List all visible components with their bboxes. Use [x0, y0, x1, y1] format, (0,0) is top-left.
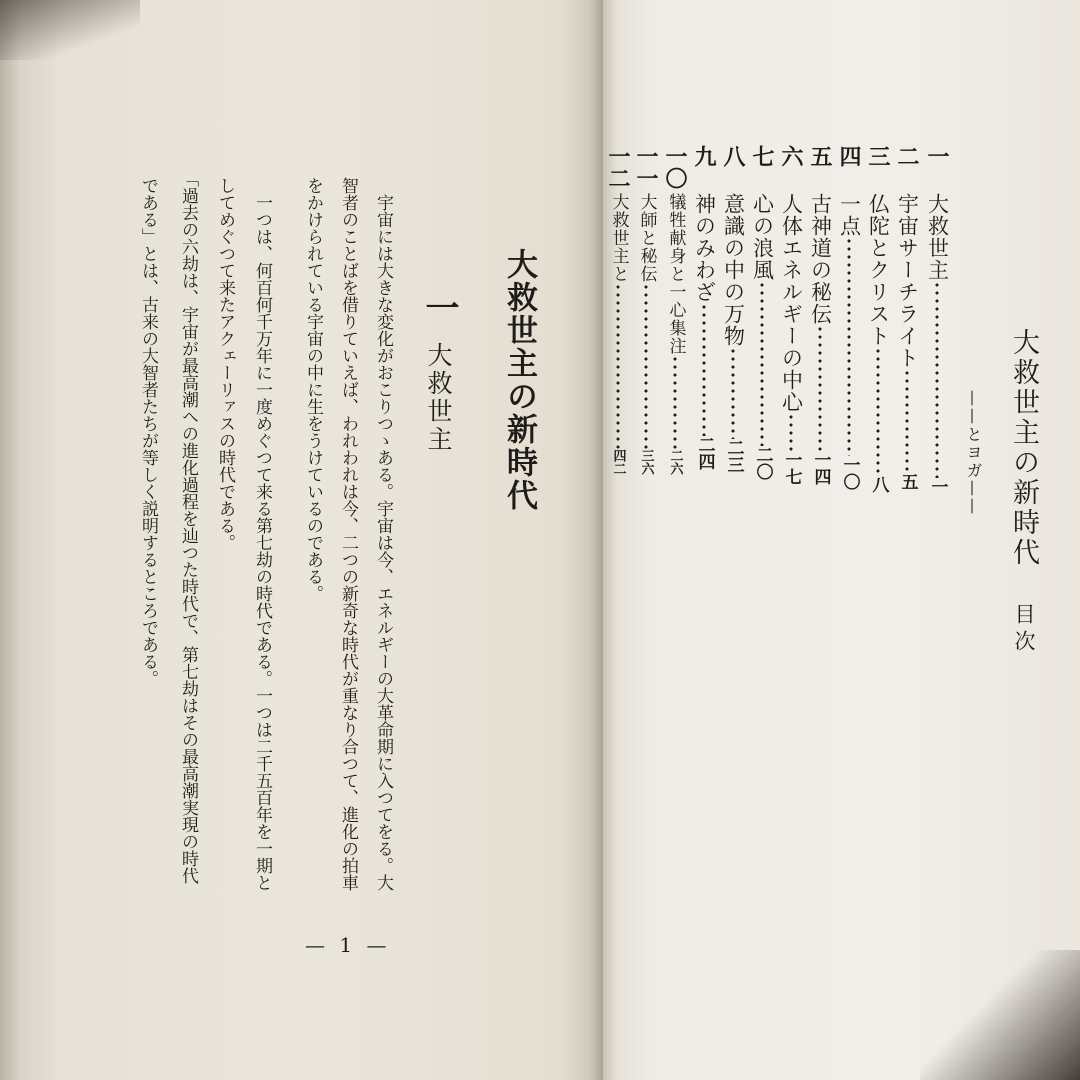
toc-page: 八: [868, 476, 889, 493]
dot-leader: [673, 355, 677, 449]
toc-number: 八: [720, 145, 746, 167]
toc-title: 大救世主: [925, 193, 950, 281]
dot-leader: [702, 303, 706, 436]
subtitle: ——とヨガ——: [964, 390, 983, 516]
toc-title: 一点: [837, 193, 862, 237]
toc-item[interactable]: [924, 145, 950, 495]
dot-leader: [616, 283, 620, 449]
toc-page: 一七: [781, 451, 802, 485]
toc-item[interactable]: [836, 145, 862, 490]
body-line: 「過去の六劫は、宇宙が最高潮への進化過程を辿つた時代で、第七劫はその最高潮実現の時代: [178, 170, 198, 884]
toc-page: 二六: [667, 449, 683, 475]
dot-leader: [905, 369, 909, 473]
toc-number: 二: [894, 145, 920, 167]
toc-page: 一: [927, 478, 948, 495]
toc-title: 心の浪風: [750, 193, 775, 281]
toc-number: 六: [778, 145, 804, 167]
toc-title: 宇宙サーチライト: [895, 193, 920, 369]
dot-leader: [935, 281, 939, 478]
toc-item[interactable]: [894, 145, 920, 490]
toc-page: 二三: [723, 439, 744, 473]
toc-title: 古神道の秘伝: [808, 193, 833, 325]
toc-title: 犠牲献身と一心集注: [665, 193, 686, 355]
toc-number: 五: [807, 145, 833, 167]
toc-number: 一二: [605, 145, 631, 189]
toc-page: 一〇: [839, 456, 860, 490]
toc-number: 七: [749, 145, 775, 167]
toc-page: 四二: [610, 449, 626, 475]
toc-label: 目次: [1012, 603, 1036, 657]
toc-item[interactable]: [807, 145, 833, 485]
toc-item[interactable]: [720, 145, 746, 473]
toc-item[interactable]: [633, 145, 659, 475]
toc-title: 人体エネルギーの中心: [779, 193, 804, 413]
toc-page: 一四: [810, 451, 831, 485]
toc-item[interactable]: [778, 145, 804, 485]
toc-item[interactable]: [691, 145, 717, 470]
toc-title: 大師と秘伝: [636, 193, 657, 283]
dot-leader: [818, 325, 822, 451]
right-page: [603, 0, 1080, 1080]
toc-title: 仏陀とクリスト: [866, 193, 891, 347]
toc-item[interactable]: [662, 145, 688, 475]
toc-number: 九: [691, 145, 717, 167]
page-number: — 1 —: [305, 933, 391, 957]
dot-leader: [731, 347, 735, 439]
body-line: である」とは、古来の大智者たちが等しく説明するところである。: [138, 177, 158, 687]
toc-title: 大救世主と: [608, 193, 629, 283]
toc-item[interactable]: [865, 145, 891, 493]
section-number: 一: [419, 290, 459, 324]
dot-leader: [876, 347, 880, 476]
body-line: 智者のことばを借りていえば、われわれは今、二つの新奇な時代が重なり合つて、進化の拍車: [338, 177, 358, 891]
dot-leader: [847, 237, 851, 456]
toc-number: 四: [836, 145, 862, 167]
toc-item[interactable]: [605, 145, 631, 475]
toc-page: 二四: [694, 436, 715, 470]
toc-page: 五: [897, 473, 918, 490]
toc-page: 二〇: [752, 446, 773, 480]
body-line: 一つは、何百何千万年に一度めぐつて来る第七劫の時代である。一つは二千五百年を一期と: [252, 177, 272, 891]
toc-item[interactable]: [749, 145, 775, 480]
book-title: 大救世主の新時代: [1008, 328, 1039, 568]
body-line: 宇宙には大きな変化がおこりつゝある。宇宙は今、エネルギーの大革命期に入つてをる。大: [373, 177, 393, 891]
body-line: をかけられている宇宙の中に生をうけているのである。: [303, 177, 323, 602]
toc-title: 神のみわざ: [692, 193, 717, 303]
toc-page: 三六: [638, 449, 654, 475]
dot-leader: [760, 281, 764, 446]
toc-number: 一: [924, 145, 950, 167]
toc-number: 一〇: [662, 145, 688, 189]
toc-number: 一一: [633, 145, 659, 189]
section-title: 大救世主: [424, 342, 453, 454]
toc-title: 意識の中の万物: [721, 193, 746, 347]
dot-leader: [644, 283, 648, 449]
chapter-title: 大救世主の新時代: [501, 248, 537, 512]
body-line: してめぐつて来たアクェーリァスの時代である。: [215, 177, 235, 551]
dot-leader: [789, 413, 793, 451]
toc-number: 三: [865, 145, 891, 167]
